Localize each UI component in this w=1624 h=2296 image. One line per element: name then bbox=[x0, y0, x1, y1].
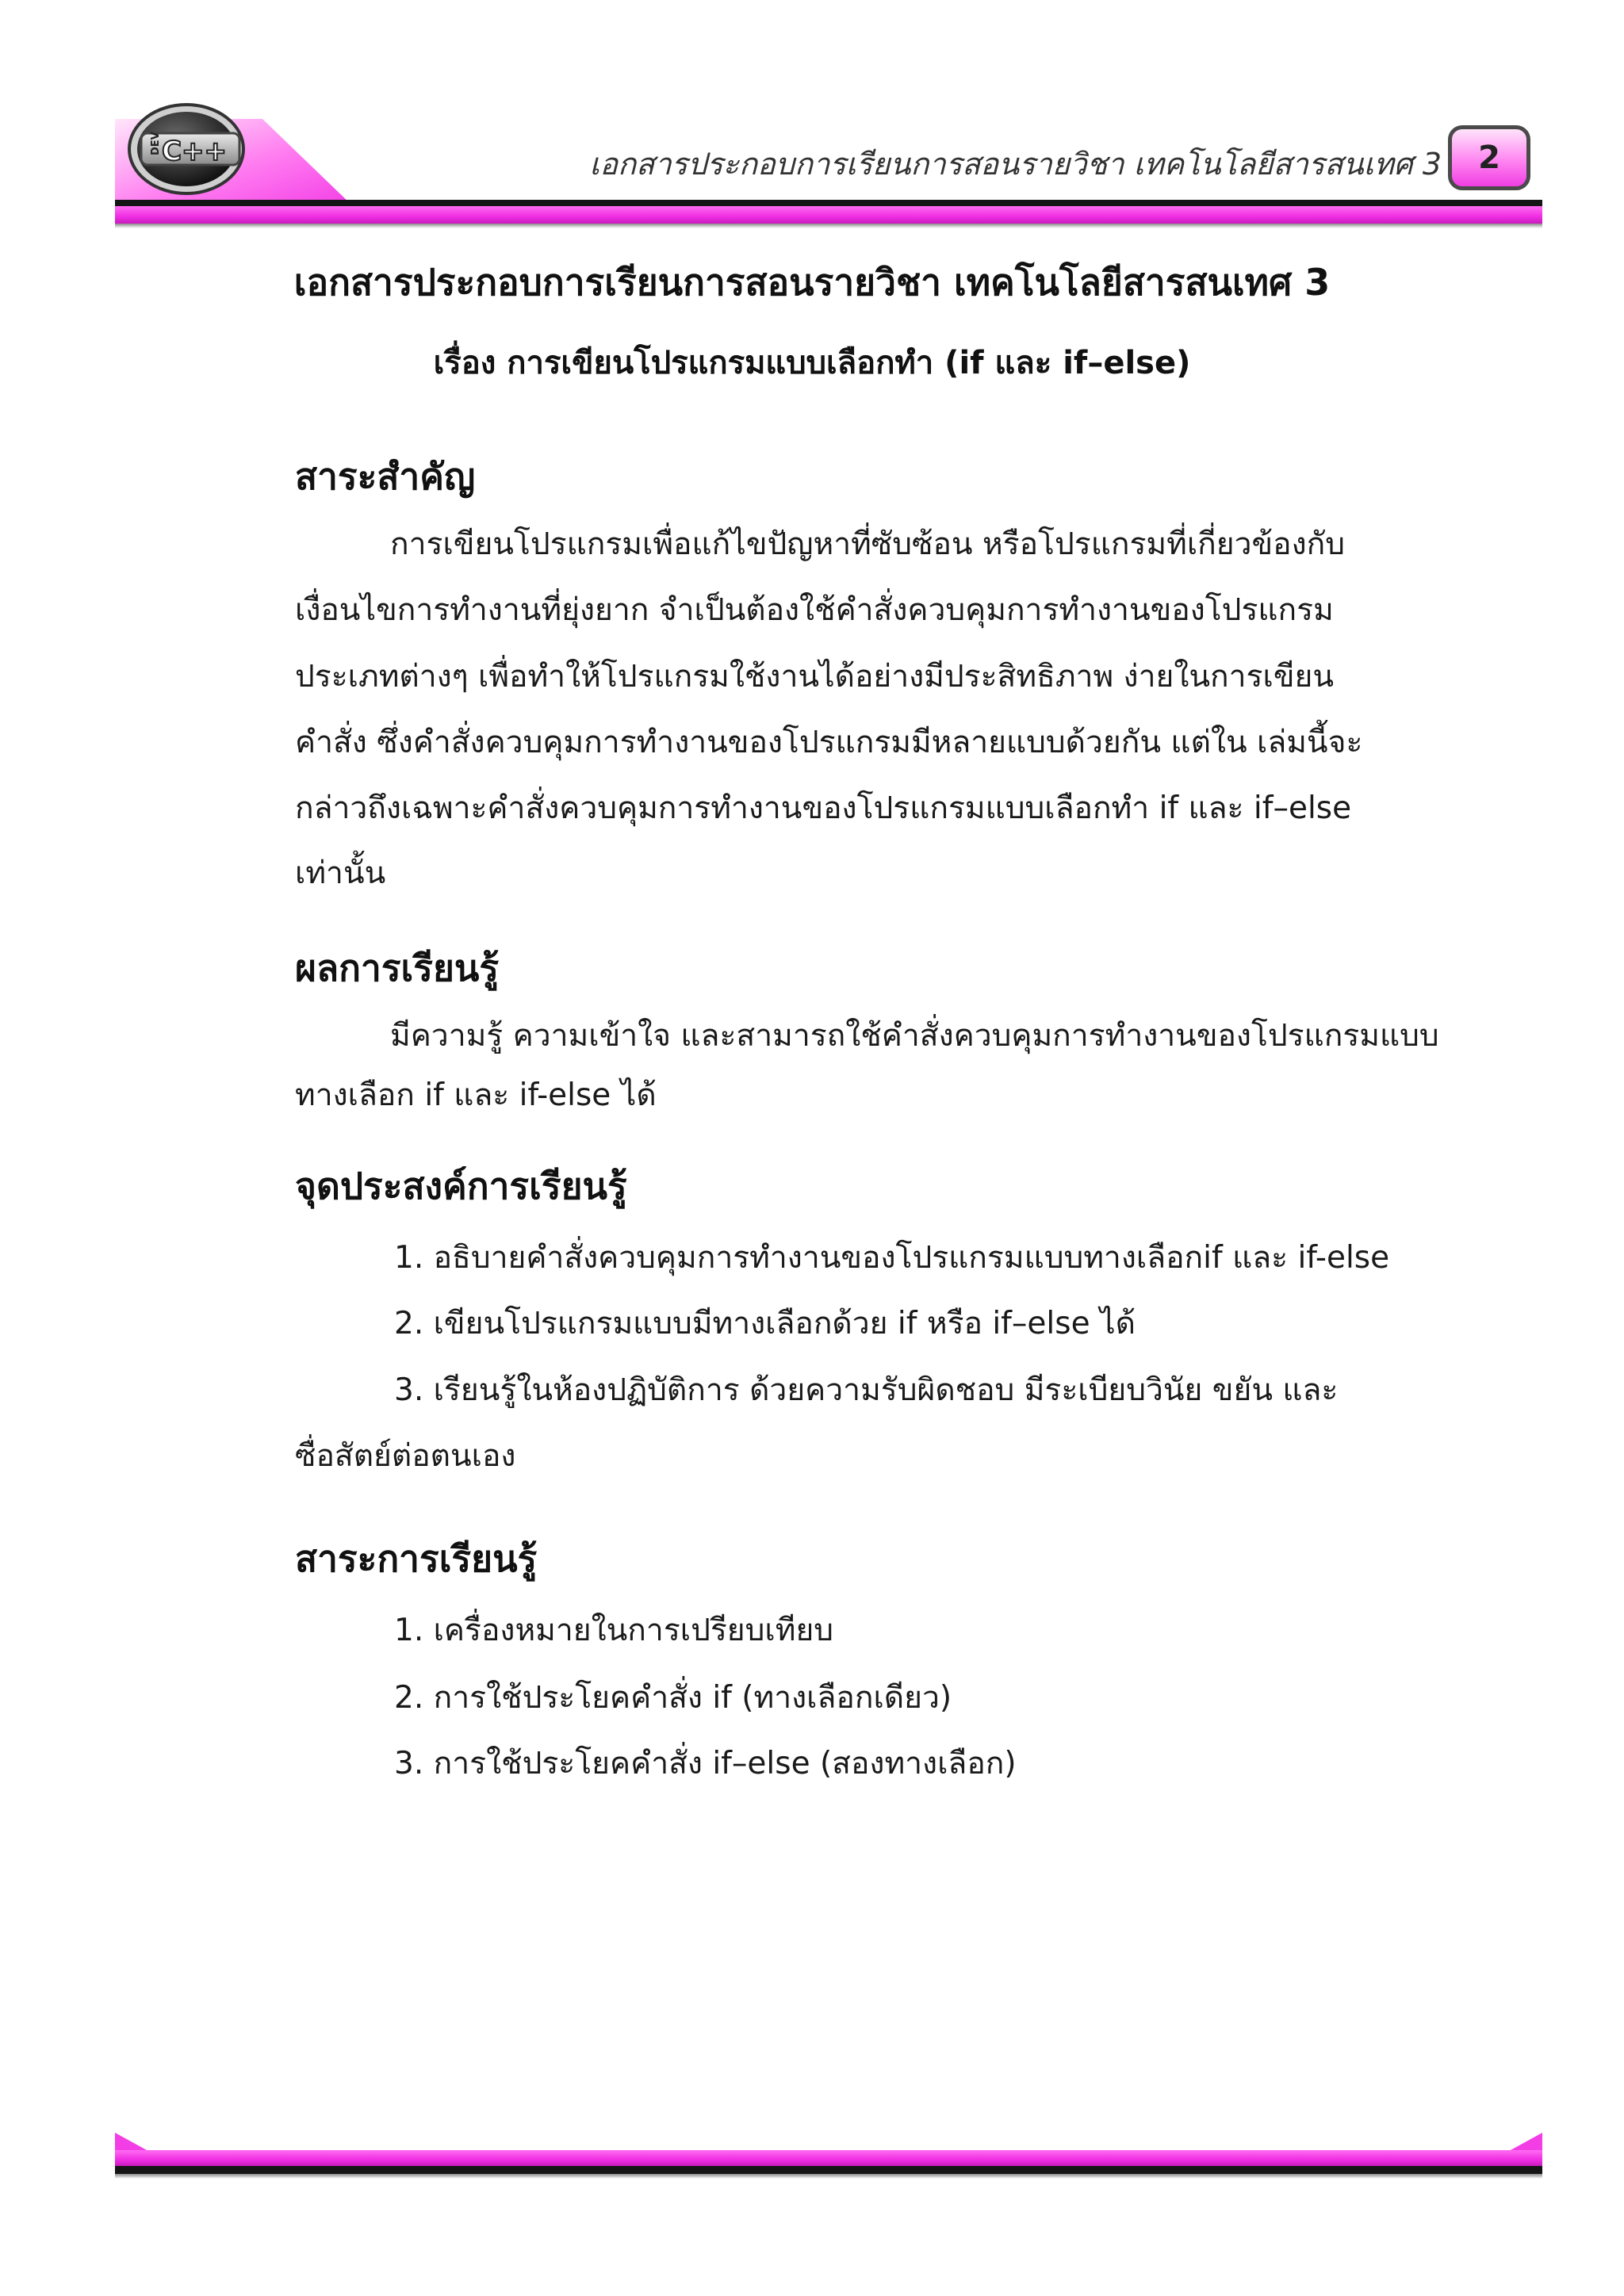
list-item: 1. อธิบายคำสั่งควบคุมการทำงานของโปรแกรมแบบทางเลือกif และ if-else bbox=[394, 1240, 1390, 1276]
list-item: 1. เครื่องหมายในการเปรียบเทียบ bbox=[394, 1613, 834, 1648]
footer-band-dark bbox=[115, 2166, 1542, 2174]
paragraph-line: กล่าวถึงเฉพาะคำสั่งควบคุมการทำงานของโปรแกรมแบบเลือกทำ if และ if–else bbox=[295, 790, 1352, 826]
svg-text:DEV: DEV bbox=[150, 132, 162, 155]
page-number-badge: 2 bbox=[1448, 125, 1530, 190]
section-heading-objectives: จุดประสงค์การเรียนรู้ bbox=[295, 1165, 627, 1207]
header-band-dark bbox=[115, 200, 1542, 206]
paragraph-line: คำสั่ง ซึ่งคำสั่งควบคุมการทำงานของโปรแกรมมีหลายแบบด้วยกัน แต่ใน เล่มนี้จะ bbox=[295, 725, 1363, 760]
devcpp-logo-icon bbox=[127, 101, 246, 195]
header-band-shadow bbox=[115, 224, 1542, 228]
list-item: 3. การใช้ประโยคคำสั่ง if–else (สองทางเลือก) bbox=[394, 1746, 1017, 1781]
document-title: เอกสารประกอบการเรียนการสอนรายวิชา เทคโนโลยีสารสนเทศ 3 bbox=[293, 261, 1331, 304]
header-band-pink bbox=[115, 206, 1542, 224]
list-item: 3. เรียนรู้ในห้องปฏิบัติการ ด้วยความรับผิดชอบ มีระเบียบวินัย ขยัน และ bbox=[394, 1372, 1339, 1408]
paragraph-line: มีความรู้ ความเข้าใจ และสามารถใช้คำสั่งควบคุมการทำงานของโปรแกรมแบบ bbox=[390, 1018, 1439, 1054]
section-heading-outcome: ผลการเรียนรู้ bbox=[295, 947, 500, 989]
paragraph-line: ทางเลือก if และ if-else ได้ bbox=[295, 1077, 657, 1113]
paragraph-line: เงื่อนไขการทำงานที่ยุ่งยาก จำเป็นต้องใช้คำสั่งควบคุมการทำงานของโปรแกรม bbox=[295, 592, 1334, 628]
footer-band-pink bbox=[115, 2150, 1542, 2166]
footer-band-shadow bbox=[115, 2174, 1542, 2179]
section-heading-content: สาระการเรียนรู้ bbox=[295, 1537, 538, 1580]
section-heading-essence: สาระสำคัญ bbox=[295, 455, 476, 498]
footer-decoration-left bbox=[115, 2133, 147, 2150]
paragraph-line: การเขียนโปรแกรมเพื่อแก้ไขปัญหาที่ซับซ้อน หรือโปรแกรมที่เกี่ยวข้องกับ bbox=[390, 526, 1346, 562]
footer-decoration-right bbox=[1511, 2133, 1542, 2150]
document-subtitle: เรื่อง การเขียนโปรแกรมแบบเลือกทำ (if และ if–else) bbox=[433, 345, 1191, 381]
list-item: 2. การใช้ประโยคคำสั่ง if (ทางเลือกเดียว) bbox=[394, 1680, 952, 1716]
paragraph-line: เท่านั้น bbox=[295, 855, 386, 891]
paragraph-line: ประเภทต่างๆ เพื่อทำให้โปรแกรมใช้งานได้อย่างมีประสิทธิภาพ ง่ายในการเขียน bbox=[295, 659, 1335, 695]
header-title: เอกสารประกอบการเรียนการสอนรายวิชา เทคโนโลยีสารสนเทศ 3 bbox=[589, 147, 1442, 182]
svg-text:C++: C++ bbox=[162, 136, 227, 167]
list-item: 2. เขียนโปรแกรมแบบมีทางเลือกด้วย if หรือ if–else ได้ bbox=[394, 1306, 1136, 1341]
list-item-continuation: ซื่อสัตย์ต่อตนเอง bbox=[295, 1438, 516, 1474]
